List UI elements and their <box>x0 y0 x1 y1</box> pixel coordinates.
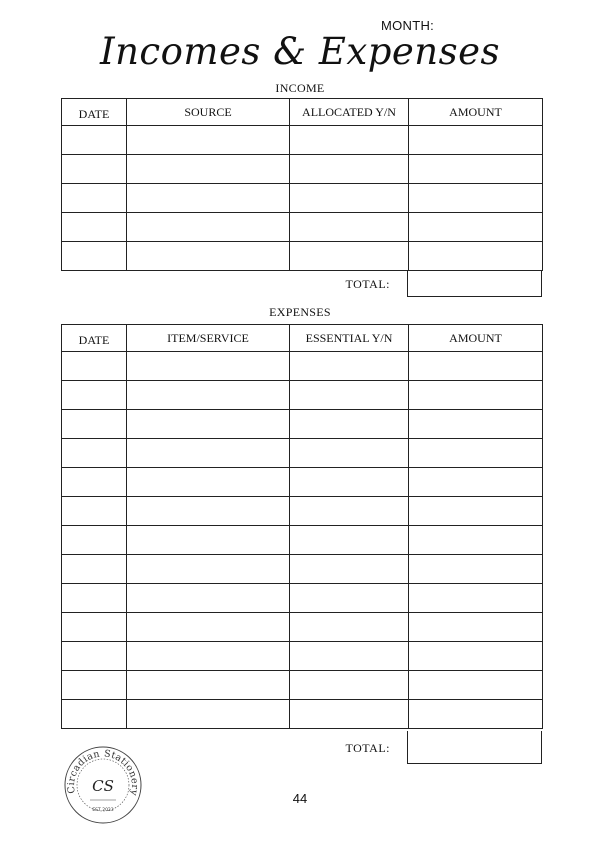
expenses-row <box>62 468 543 497</box>
income-row <box>62 155 543 184</box>
expenses-table <box>61 324 543 729</box>
expenses-row <box>62 381 543 410</box>
expenses-row <box>62 439 543 468</box>
income-header-source: SOURCE <box>127 99 290 126</box>
expenses-amount-cell[interactable] <box>409 352 543 381</box>
income-total-row <box>61 271 542 299</box>
expenses-row <box>62 613 543 642</box>
expenses-date-cell[interactable] <box>62 439 127 468</box>
expenses-total-label: TOTAL: <box>345 741 390 755</box>
expenses-amount-cell[interactable] <box>409 468 543 497</box>
expenses-col3-cell[interactable] <box>290 468 409 497</box>
expenses-col3-cell[interactable] <box>290 613 409 642</box>
expenses-header-item: ITEM/SERVICE <box>127 325 290 352</box>
expenses-row <box>62 497 543 526</box>
income-col3-cell[interactable] <box>290 126 409 155</box>
expenses-col2-cell[interactable] <box>127 700 290 729</box>
expenses-amount-cell[interactable] <box>409 497 543 526</box>
income-header-date: DATE <box>62 99 127 126</box>
circadian-stationery-logo <box>63 745 143 825</box>
page-number: 44 <box>292 791 308 806</box>
expenses-date-cell[interactable] <box>62 555 127 584</box>
expenses-date-cell[interactable] <box>62 526 127 555</box>
expenses-amount-cell[interactable] <box>409 526 543 555</box>
income-header-amount: AMOUNT <box>409 99 543 126</box>
logo-monogram: CS <box>92 777 114 795</box>
expenses-amount-cell[interactable] <box>409 613 543 642</box>
expenses-col2-cell[interactable] <box>127 497 290 526</box>
expenses-col3-cell[interactable] <box>290 381 409 410</box>
expenses-amount-cell[interactable] <box>409 439 543 468</box>
income-total-field[interactable] <box>407 270 542 297</box>
income-date-cell[interactable] <box>62 242 127 271</box>
expenses-row <box>62 555 543 584</box>
income-col2-cell[interactable] <box>127 242 290 271</box>
expenses-date-cell[interactable] <box>62 613 127 642</box>
expenses-date-cell[interactable] <box>62 352 127 381</box>
expenses-table-body <box>62 352 543 729</box>
expenses-date-cell[interactable] <box>62 468 127 497</box>
income-date-cell[interactable] <box>62 155 127 184</box>
income-amount-cell[interactable] <box>409 155 543 184</box>
expenses-col3-cell[interactable] <box>290 584 409 613</box>
expenses-row <box>62 584 543 613</box>
expenses-header-date: DATE <box>62 325 127 352</box>
expenses-col2-cell[interactable] <box>127 381 290 410</box>
expenses-row <box>62 642 543 671</box>
expenses-header-amount: AMOUNT <box>409 325 543 352</box>
expenses-section-label: EXPENSES <box>269 305 331 319</box>
expenses-col2-cell[interactable] <box>127 671 290 700</box>
month-label: MONTH: <box>381 18 435 33</box>
income-row <box>62 126 543 155</box>
expenses-col2-cell[interactable] <box>127 439 290 468</box>
income-amount-cell[interactable] <box>409 184 543 213</box>
income-col3-cell[interactable] <box>290 242 409 271</box>
income-col3-cell[interactable] <box>290 184 409 213</box>
logo-established-text: EST 2023 <box>92 808 114 813</box>
income-row <box>62 184 543 213</box>
income-amount-cell[interactable] <box>409 213 543 242</box>
income-date-cell[interactable] <box>62 126 127 155</box>
expenses-amount-cell[interactable] <box>409 584 543 613</box>
expenses-col2-cell[interactable] <box>127 555 290 584</box>
expenses-col3-cell[interactable] <box>290 671 409 700</box>
expenses-col2-cell[interactable] <box>127 526 290 555</box>
income-amount-cell[interactable] <box>409 126 543 155</box>
expenses-amount-cell[interactable] <box>409 671 543 700</box>
expenses-row <box>62 352 543 381</box>
expenses-amount-cell[interactable] <box>409 700 543 729</box>
expenses-col2-cell[interactable] <box>127 410 290 439</box>
income-total-label: TOTAL: <box>345 277 390 291</box>
income-amount-cell[interactable] <box>409 242 543 271</box>
expenses-col3-cell[interactable] <box>290 439 409 468</box>
expenses-date-cell[interactable] <box>62 497 127 526</box>
income-row <box>62 242 543 271</box>
expenses-amount-cell[interactable] <box>409 642 543 671</box>
logo-brand-text: Circadian Stationery <box>65 748 141 797</box>
expenses-col3-cell[interactable] <box>290 352 409 381</box>
income-col3-cell[interactable] <box>290 213 409 242</box>
expenses-col2-cell[interactable] <box>127 613 290 642</box>
income-col2-cell[interactable] <box>127 184 290 213</box>
expenses-header-essential: ESSENTIAL Y/N <box>290 325 409 352</box>
expenses-total-field[interactable] <box>407 731 542 764</box>
expenses-date-cell[interactable] <box>62 642 127 671</box>
expenses-amount-cell[interactable] <box>409 410 543 439</box>
expenses-col3-cell[interactable] <box>290 410 409 439</box>
expenses-col3-cell[interactable] <box>290 642 409 671</box>
expenses-col3-cell[interactable] <box>290 555 409 584</box>
income-col2-cell[interactable] <box>127 126 290 155</box>
income-table-body <box>62 126 543 271</box>
expenses-amount-cell[interactable] <box>409 381 543 410</box>
page-title: Incomes & Expenses <box>99 30 501 73</box>
expenses-col3-cell[interactable] <box>290 497 409 526</box>
expenses-row <box>62 526 543 555</box>
expenses-col2-cell[interactable] <box>127 352 290 381</box>
expenses-col2-cell[interactable] <box>127 642 290 671</box>
expenses-amount-cell[interactable] <box>409 555 543 584</box>
income-table <box>61 98 543 271</box>
expenses-date-cell[interactable] <box>62 584 127 613</box>
expenses-col2-cell[interactable] <box>127 584 290 613</box>
expenses-col2-cell[interactable] <box>127 468 290 497</box>
income-header-allocated: ALLOCATED Y/N <box>290 99 409 126</box>
income-date-cell[interactable] <box>62 184 127 213</box>
expenses-row <box>62 410 543 439</box>
income-col2-cell[interactable] <box>127 155 290 184</box>
income-section-label: INCOME <box>275 81 325 95</box>
income-col3-cell[interactable] <box>290 155 409 184</box>
expenses-date-cell[interactable] <box>62 700 127 729</box>
expenses-row <box>62 700 543 729</box>
expenses-col3-cell[interactable] <box>290 700 409 729</box>
expenses-date-cell[interactable] <box>62 410 127 439</box>
expenses-date-cell[interactable] <box>62 381 127 410</box>
income-row <box>62 213 543 242</box>
income-date-cell[interactable] <box>62 213 127 242</box>
expenses-row <box>62 671 543 700</box>
expenses-date-cell[interactable] <box>62 671 127 700</box>
expenses-col3-cell[interactable] <box>290 526 409 555</box>
income-col2-cell[interactable] <box>127 213 290 242</box>
